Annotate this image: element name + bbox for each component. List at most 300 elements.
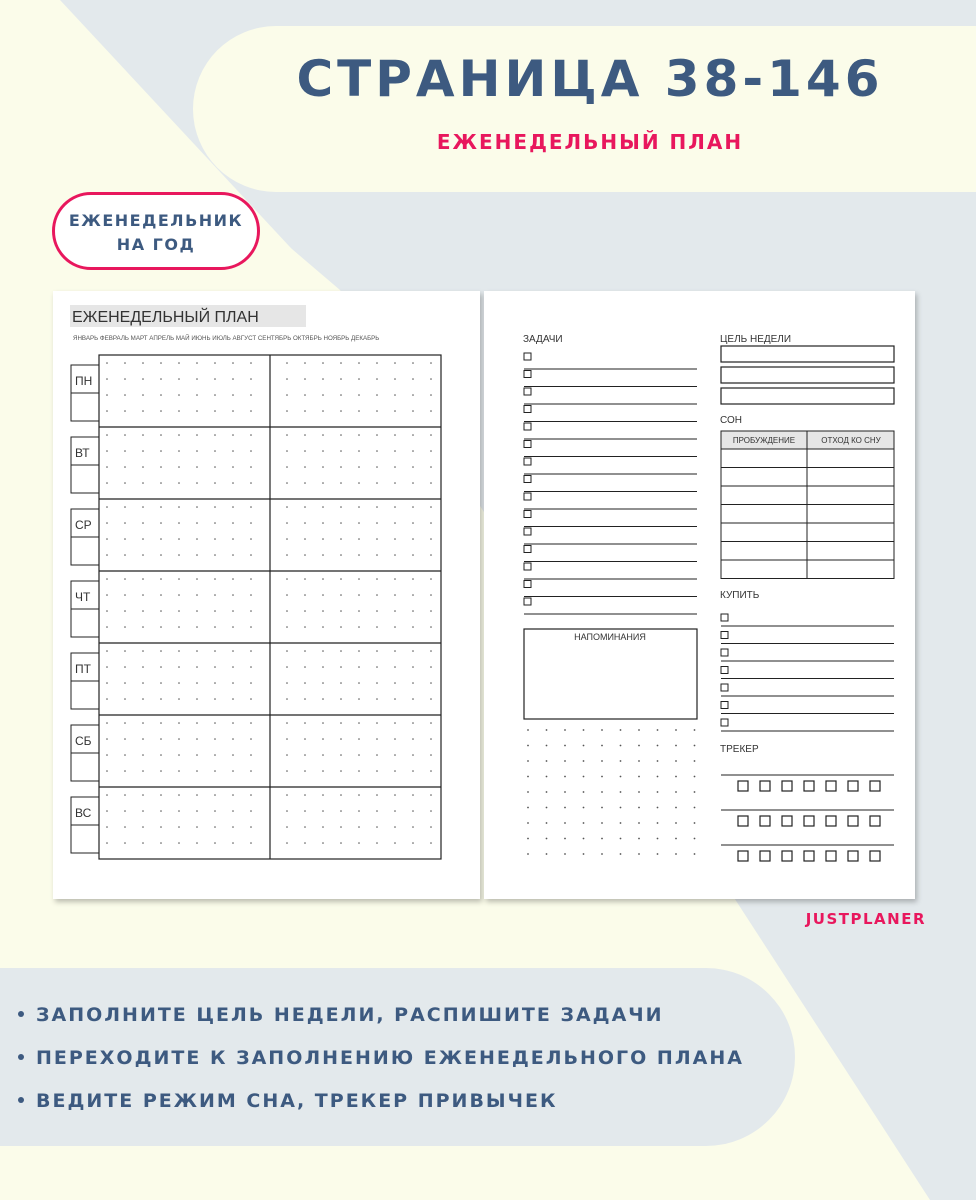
grid-dot xyxy=(178,794,180,796)
grid-dot xyxy=(583,822,585,824)
grid-dot xyxy=(304,610,306,612)
grid-dot xyxy=(304,450,306,452)
tracker-checkbox-icon xyxy=(760,816,770,826)
grid-dot xyxy=(286,650,288,652)
grid-dot xyxy=(358,770,360,772)
grid-dot xyxy=(394,682,396,684)
grid-dot xyxy=(286,362,288,364)
grid-dot xyxy=(142,794,144,796)
grid-dot xyxy=(214,754,216,756)
grid-dot xyxy=(250,842,252,844)
grid-dot xyxy=(638,791,640,793)
grid-dot xyxy=(178,378,180,380)
grid-dot xyxy=(376,434,378,436)
grid-dot xyxy=(546,853,548,855)
checkbox-icon xyxy=(524,598,531,605)
goal-label: ЦЕЛЬ НЕДЕЛИ xyxy=(720,334,792,345)
grid-dot xyxy=(214,698,216,700)
grid-dot xyxy=(638,760,640,762)
grid-dot xyxy=(675,822,677,824)
sleep-col-bed: ОТХОД КО СНУ xyxy=(821,436,881,445)
instruction-text: ЗАПОЛНИТЕ ЦЕЛЬ НЕДЕЛИ, РАСПИШИТЕ ЗАДАЧИ xyxy=(36,1004,664,1026)
grid-dot xyxy=(286,378,288,380)
grid-dot xyxy=(124,810,126,812)
grid-dot xyxy=(601,729,603,731)
grid-dot xyxy=(106,362,108,364)
grid-dot xyxy=(286,754,288,756)
grid-dot xyxy=(620,760,622,762)
grid-dot xyxy=(106,770,108,772)
grid-dot xyxy=(430,482,432,484)
grid-dot xyxy=(340,410,342,412)
grid-dot xyxy=(376,610,378,612)
grid-dot xyxy=(106,482,108,484)
grid-dot xyxy=(394,482,396,484)
grid-dot xyxy=(657,838,659,840)
grid-dot xyxy=(304,434,306,436)
grid-dot xyxy=(412,378,414,380)
grid-dot xyxy=(340,754,342,756)
grid-dot xyxy=(340,738,342,740)
grid-dot xyxy=(106,842,108,844)
grid-dot xyxy=(601,853,603,855)
page-subtitle: ЕЖЕНЕДЕЛЬНЫЙ ПЛАН xyxy=(436,130,744,154)
grid-dot xyxy=(412,650,414,652)
grid-dot xyxy=(412,826,414,828)
grid-dot xyxy=(196,698,198,700)
grid-dot xyxy=(412,578,414,580)
grid-dot xyxy=(106,610,108,612)
grid-dot xyxy=(196,626,198,628)
grid-dot xyxy=(232,482,234,484)
grid-dot xyxy=(322,362,324,364)
grid-dot xyxy=(358,738,360,740)
grid-dot xyxy=(142,522,144,524)
grid-dot xyxy=(106,578,108,580)
grid-dot xyxy=(214,826,216,828)
grid-dot xyxy=(124,594,126,596)
grid-dot xyxy=(196,378,198,380)
grid-dot xyxy=(142,394,144,396)
grid-dot xyxy=(358,554,360,556)
grid-dot xyxy=(376,538,378,540)
grid-dot xyxy=(675,745,677,747)
grid-dot xyxy=(250,810,252,812)
instruction-text: ПЕРЕХОДИТЕ К ЗАПОЛНЕНИЮ ЕЖЕНЕДЕЛЬНОГО ПЛАНА xyxy=(36,1047,744,1069)
checkbox-icon xyxy=(524,528,531,535)
grid-dot xyxy=(214,410,216,412)
grid-dot xyxy=(620,791,622,793)
grid-dot xyxy=(322,842,324,844)
grid-dot xyxy=(638,776,640,778)
grid-dot xyxy=(286,394,288,396)
grid-dot xyxy=(232,410,234,412)
day-label: ЧТ xyxy=(75,590,91,604)
grid-dot xyxy=(250,666,252,668)
tracker-checkbox-icon xyxy=(782,851,792,861)
grid-dot xyxy=(214,770,216,772)
grid-dot xyxy=(214,610,216,612)
grid-dot xyxy=(412,506,414,508)
grid-dot xyxy=(250,770,252,772)
grid-dot xyxy=(376,466,378,468)
grid-dot xyxy=(124,738,126,740)
sleep-col-wake: ПРОБУЖДЕНИЕ xyxy=(732,436,796,445)
grid-dot xyxy=(124,626,126,628)
grid-dot xyxy=(430,682,432,684)
grid-dot xyxy=(358,450,360,452)
checkbox-icon xyxy=(524,563,531,570)
grid-dot xyxy=(527,745,529,747)
grid-dot xyxy=(142,626,144,628)
grid-dot xyxy=(304,522,306,524)
grid-dot xyxy=(358,610,360,612)
grid-dot xyxy=(196,770,198,772)
grid-dot xyxy=(340,450,342,452)
grid-dot xyxy=(430,506,432,508)
grid-dot xyxy=(694,791,696,793)
grid-dot xyxy=(124,578,126,580)
grid-dot xyxy=(601,838,603,840)
grid-dot xyxy=(178,682,180,684)
grid-dot xyxy=(142,362,144,364)
grid-dot xyxy=(340,682,342,684)
grid-dot xyxy=(178,578,180,580)
grid-dot xyxy=(304,362,306,364)
grid-dot xyxy=(160,738,162,740)
grid-dot xyxy=(124,754,126,756)
grid-dot xyxy=(583,853,585,855)
checkbox-icon xyxy=(524,511,531,518)
grid-dot xyxy=(394,466,396,468)
grid-dot xyxy=(196,810,198,812)
grid-dot xyxy=(583,760,585,762)
grid-dot xyxy=(142,538,144,540)
grid-dot xyxy=(286,610,288,612)
grid-dot xyxy=(232,594,234,596)
checkbox-icon xyxy=(721,719,728,726)
grid-dot xyxy=(196,410,198,412)
grid-dot xyxy=(376,754,378,756)
grid-dot xyxy=(675,776,677,778)
checkbox-icon xyxy=(524,371,531,378)
grid-dot xyxy=(106,754,108,756)
grid-dot xyxy=(196,362,198,364)
grid-dot xyxy=(358,522,360,524)
grid-dot xyxy=(394,754,396,756)
grid-dot xyxy=(394,666,396,668)
grid-dot xyxy=(250,594,252,596)
instruction-item xyxy=(14,1000,744,1043)
grid-dot xyxy=(322,434,324,436)
grid-dot xyxy=(430,810,432,812)
grid-dot xyxy=(412,626,414,628)
grid-dot xyxy=(106,522,108,524)
grid-dot xyxy=(412,482,414,484)
grid-dot xyxy=(160,450,162,452)
grid-dot xyxy=(106,506,108,508)
grid-dot xyxy=(232,450,234,452)
grid-dot xyxy=(358,754,360,756)
sleep-table xyxy=(721,431,894,579)
grid-dot xyxy=(322,826,324,828)
grid-dot xyxy=(106,594,108,596)
checkbox-icon xyxy=(721,614,728,621)
grid-dot xyxy=(250,450,252,452)
grid-dot xyxy=(694,776,696,778)
grid-dot xyxy=(657,822,659,824)
bullet-icon xyxy=(18,1011,24,1017)
grid-dot xyxy=(178,482,180,484)
grid-dot xyxy=(304,794,306,796)
grid-dot xyxy=(106,794,108,796)
checkbox-icon xyxy=(721,684,728,691)
grid-dot xyxy=(250,754,252,756)
grid-dot xyxy=(304,506,306,508)
checkbox-icon xyxy=(524,388,531,395)
checkbox-icon xyxy=(524,423,531,430)
grid-dot xyxy=(694,838,696,840)
grid-dot xyxy=(675,807,677,809)
grid-dot xyxy=(142,810,144,812)
grid-dot xyxy=(250,378,252,380)
grid-dot xyxy=(620,822,622,824)
grid-dot xyxy=(322,538,324,540)
grid-dot xyxy=(527,776,529,778)
grid-dot xyxy=(106,554,108,556)
grid-dot xyxy=(124,698,126,700)
grid-dot xyxy=(322,698,324,700)
grid-dot xyxy=(286,434,288,436)
grid-dot xyxy=(160,538,162,540)
grid-dot xyxy=(546,760,548,762)
grid-dot xyxy=(106,466,108,468)
grid-dot xyxy=(394,506,396,508)
grid-dot xyxy=(250,466,252,468)
grid-dot xyxy=(340,698,342,700)
grid-dot xyxy=(430,738,432,740)
grid-dot xyxy=(160,482,162,484)
tracker-checkbox-icon xyxy=(760,781,770,791)
grid-dot xyxy=(340,610,342,612)
grid-dot xyxy=(304,698,306,700)
grid-dot xyxy=(142,650,144,652)
day-label: СР xyxy=(75,518,92,532)
grid-dot xyxy=(322,482,324,484)
grid-dot xyxy=(232,394,234,396)
grid-dot xyxy=(142,506,144,508)
grid-dot xyxy=(214,594,216,596)
grid-dot xyxy=(638,729,640,731)
grid-dot xyxy=(546,807,548,809)
grid-dot xyxy=(250,610,252,612)
checkbox-icon xyxy=(721,632,728,639)
grid-dot xyxy=(430,754,432,756)
grid-dot xyxy=(376,650,378,652)
checkbox-icon xyxy=(524,493,531,500)
grid-dot xyxy=(430,466,432,468)
grid-dot xyxy=(286,842,288,844)
grid-dot xyxy=(124,826,126,828)
grid-dot xyxy=(620,838,622,840)
grid-dot xyxy=(232,610,234,612)
grid-dot xyxy=(394,434,396,436)
grid-dot xyxy=(286,722,288,724)
tasks-sheet xyxy=(484,291,915,899)
grid-dot xyxy=(196,754,198,756)
grid-dot xyxy=(358,810,360,812)
grid-dot xyxy=(394,362,396,364)
tracker-checkbox-icon xyxy=(826,781,836,791)
weekly-plan-page xyxy=(53,291,480,899)
grid-dot xyxy=(583,838,585,840)
grid-dot xyxy=(232,738,234,740)
day-label: СБ xyxy=(75,734,92,748)
checkbox-icon xyxy=(524,406,531,413)
grid-dot xyxy=(178,770,180,772)
grid-dot xyxy=(196,842,198,844)
grid-dot xyxy=(160,594,162,596)
grid-dot xyxy=(358,362,360,364)
grid-dot xyxy=(358,826,360,828)
grid-dot xyxy=(304,738,306,740)
grid-dot xyxy=(286,826,288,828)
grid-dot xyxy=(430,826,432,828)
grid-dot xyxy=(214,394,216,396)
grid-dot xyxy=(214,554,216,556)
grid-dot xyxy=(178,666,180,668)
grid-dot xyxy=(214,626,216,628)
grid-dot xyxy=(232,466,234,468)
grid-dot xyxy=(322,378,324,380)
grid-dot xyxy=(196,738,198,740)
grid-dot xyxy=(430,842,432,844)
grid-dot xyxy=(178,466,180,468)
grid-dot xyxy=(394,698,396,700)
grid-dot xyxy=(232,754,234,756)
grid-dot xyxy=(142,738,144,740)
grid-dot xyxy=(178,594,180,596)
grid-dot xyxy=(564,838,566,840)
grid-dot xyxy=(322,626,324,628)
grid-dot xyxy=(214,362,216,364)
grid-dot xyxy=(232,362,234,364)
grid-dot xyxy=(322,810,324,812)
grid-dot xyxy=(412,722,414,724)
checkbox-icon xyxy=(524,353,531,360)
grid-dot xyxy=(564,853,566,855)
grid-dot xyxy=(430,794,432,796)
grid-dot xyxy=(358,482,360,484)
grid-dot xyxy=(250,506,252,508)
grid-dot xyxy=(124,378,126,380)
grid-dot xyxy=(412,754,414,756)
grid-dot xyxy=(358,650,360,652)
grid-dot xyxy=(430,666,432,668)
grid-dot xyxy=(196,666,198,668)
grid-dot xyxy=(583,745,585,747)
day-label: ВТ xyxy=(75,446,90,460)
grid-dot xyxy=(178,722,180,724)
grid-dot xyxy=(376,410,378,412)
grid-dot xyxy=(412,538,414,540)
grid-dot xyxy=(304,594,306,596)
tracker-checkbox-icon xyxy=(870,851,880,861)
grid-dot xyxy=(430,698,432,700)
grid-dot xyxy=(394,722,396,724)
grid-dot xyxy=(394,770,396,772)
grid-dot xyxy=(178,554,180,556)
grid-dot xyxy=(178,650,180,652)
grid-dot xyxy=(160,466,162,468)
grid-dot xyxy=(124,522,126,524)
grid-dot xyxy=(412,362,414,364)
grid-dot xyxy=(232,842,234,844)
grid-dot xyxy=(675,838,677,840)
bullet-icon xyxy=(18,1097,24,1103)
grid-dot xyxy=(340,578,342,580)
grid-dot xyxy=(160,722,162,724)
tracker-checkbox-icon xyxy=(848,816,858,826)
grid-dot xyxy=(304,650,306,652)
grid-dot xyxy=(358,794,360,796)
grid-dot xyxy=(694,760,696,762)
grid-dot xyxy=(286,626,288,628)
goal-box-2 xyxy=(721,367,894,383)
grid-dot xyxy=(142,682,144,684)
grid-dot xyxy=(412,810,414,812)
grid-dot xyxy=(340,522,342,524)
grid-dot xyxy=(394,538,396,540)
grid-dot xyxy=(412,842,414,844)
grid-dot xyxy=(160,682,162,684)
grid-dot xyxy=(376,810,378,812)
grid-dot xyxy=(430,434,432,436)
grid-dot xyxy=(394,554,396,556)
grid-dot xyxy=(232,794,234,796)
grid-dot xyxy=(430,594,432,596)
grid-dot xyxy=(142,378,144,380)
grid-dot xyxy=(250,650,252,652)
grid-dot xyxy=(430,450,432,452)
grid-dot xyxy=(232,578,234,580)
grid-dot xyxy=(232,378,234,380)
grid-dot xyxy=(196,826,198,828)
grid-dot xyxy=(214,450,216,452)
grid-dot xyxy=(304,682,306,684)
grid-dot xyxy=(250,538,252,540)
grid-dot xyxy=(160,506,162,508)
grid-dot xyxy=(178,434,180,436)
grid-dot xyxy=(106,698,108,700)
grid-dot xyxy=(214,794,216,796)
grid-dot xyxy=(376,506,378,508)
grid-dot xyxy=(546,745,548,747)
grid-dot xyxy=(250,682,252,684)
grid-dot xyxy=(196,394,198,396)
grid-dot xyxy=(304,722,306,724)
grid-dot xyxy=(340,362,342,364)
grid-dot xyxy=(232,666,234,668)
grid-dot xyxy=(340,794,342,796)
grid-dot xyxy=(527,853,529,855)
bullet-icon xyxy=(18,1054,24,1060)
badge-line-2: НА ГОД xyxy=(116,235,196,254)
grid-dot xyxy=(106,650,108,652)
grid-dot xyxy=(358,666,360,668)
grid-dot xyxy=(358,394,360,396)
grid-dot xyxy=(358,842,360,844)
